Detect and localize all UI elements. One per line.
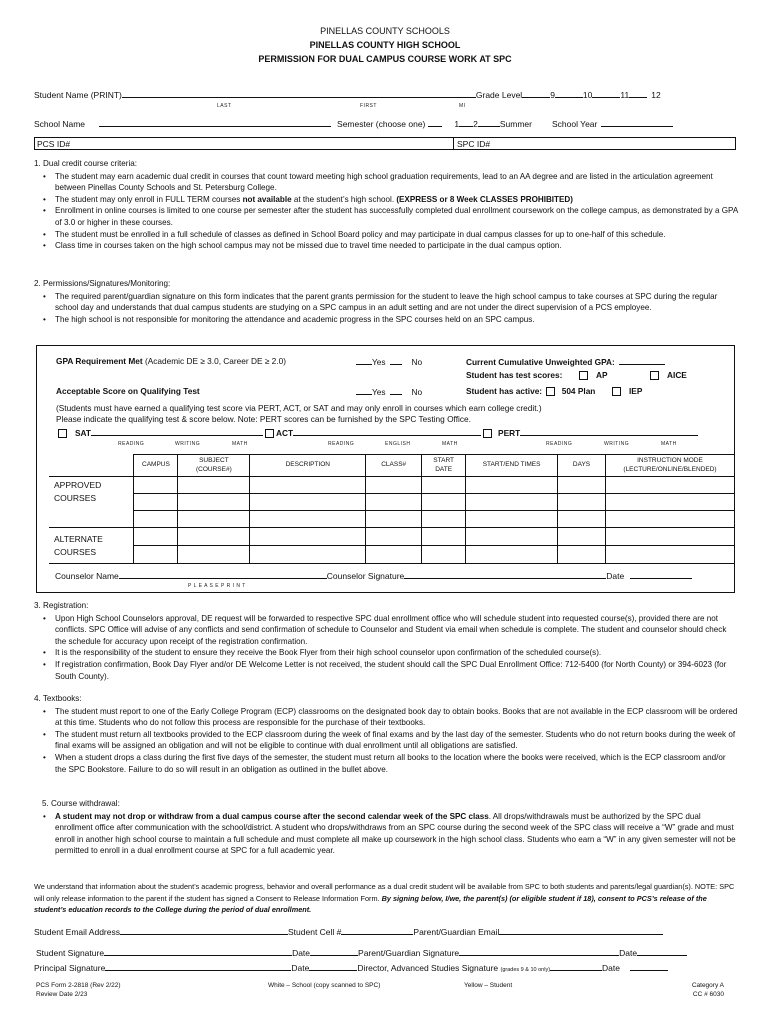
student-email-label: Student Email Address bbox=[34, 927, 120, 937]
list-item bbox=[42, 194, 738, 206]
withdrawal-text: . All drops/withdrawals must be authorized by the SPC dual enrollment office after communication with the school/district. A student who drops/withdraws from an SPC course during the second week of the SPC class will receive a “W” grade and must enroll in another high school course to maintain a full schedule and must complete all make up coursework in the high school class. Students who earn a “W” in any given semester will not be permitted to enroll in a dual enrollment course at SPC for a full academic year. bbox=[55, 811, 736, 856]
section-withdrawal bbox=[34, 798, 738, 857]
yes-label: Yes bbox=[372, 357, 386, 367]
subject-header-text: SUBJECT bbox=[199, 457, 229, 465]
table-cell[interactable] bbox=[606, 528, 735, 546]
course-table bbox=[49, 454, 735, 564]
semester-2-blank[interactable] bbox=[478, 118, 500, 127]
table-cell[interactable] bbox=[422, 511, 466, 528]
table-cell[interactable] bbox=[558, 528, 606, 546]
test-row bbox=[58, 427, 698, 439]
aice-checkbox[interactable] bbox=[650, 371, 659, 380]
id-divider bbox=[453, 138, 454, 149]
table-row bbox=[49, 477, 735, 494]
counselor-date-field[interactable] bbox=[630, 570, 692, 579]
test-note-2: Please indicate the qualifying test & score below. Note: PERT scores can be furnished by the SPC Testing Office. bbox=[56, 414, 471, 424]
table-cell[interactable] bbox=[134, 546, 178, 564]
bullet-bold: (EXPRESS or 8 Week CLASSES PROHIBITED) bbox=[396, 194, 573, 204]
score-yes-blank[interactable] bbox=[356, 386, 372, 395]
alternate-label bbox=[49, 528, 134, 564]
table-cell[interactable] bbox=[606, 494, 735, 511]
act-label: ACT bbox=[275, 428, 294, 438]
student-signature-label: Student Signature bbox=[36, 948, 105, 958]
director-date-label: Date bbox=[602, 963, 620, 973]
section-5-title: 5. Course withdrawal: bbox=[42, 799, 120, 808]
bullet-bold: not available bbox=[242, 194, 292, 204]
504-checkbox[interactable] bbox=[546, 387, 555, 396]
test-note-1: (Students must have earned a qualifying test score via PERT, ACT, or SAT and may only enroll in courses which earn college credit.) bbox=[56, 403, 542, 413]
review-date: Review Date 2/23 bbox=[36, 991, 88, 998]
list-item: • When a student drops a class during the first five days of the semester, the student must return all books to the location where the books were received, which is the ECP classroom and/or the SPC Bookstore. Failure to do so will result in an obligation as outlined in the bullet above. bbox=[42, 752, 738, 775]
alternate-text: ALTERNATE bbox=[54, 533, 103, 544]
consent-bold: By signing below, I/we, the parent(s) (or eligible student if 18), consent to PCS’s release of the student’s education records to the College during the period of dual enrollment. bbox=[34, 893, 707, 914]
test-scores-label: Student has test scores: bbox=[466, 370, 563, 380]
student-date-field[interactable] bbox=[310, 947, 358, 956]
act-reading-caption: READING bbox=[328, 441, 355, 447]
table-cell[interactable] bbox=[422, 477, 466, 494]
list-item: • The student may earn academic dual credit in courses that count toward meeting high school graduation requirements, lead to an AA degree and are listed in the articulation agreement between Pinellas County Schools and St. Petersburg College. bbox=[42, 171, 738, 194]
cum-gpa-field[interactable] bbox=[619, 356, 665, 365]
score-label: Acceptable Score on Qualifying Test bbox=[56, 386, 200, 396]
aice-label: AICE bbox=[667, 370, 687, 380]
list-item bbox=[42, 811, 738, 857]
sat-checkbox[interactable] bbox=[58, 429, 67, 438]
section-1-title: 1. Dual credit course criteria: bbox=[34, 159, 138, 168]
iep-label: IEP bbox=[629, 386, 643, 396]
table-cell[interactable] bbox=[250, 528, 366, 546]
list-item: • The required parent/guardian signature on this form indicates that the parent grants permission for the student to leave the high school campus to take courses at SPC during the regular school day and understands that dual campus students are studying on a SPC campus in an adult setting and are not under the direct supervision of a PCS employee. bbox=[42, 291, 738, 314]
table-cell[interactable] bbox=[422, 528, 466, 546]
test-scores-row bbox=[466, 370, 687, 381]
gpa-requirement-label: GPA Requirement Met bbox=[56, 356, 143, 366]
yellow-copy: Yellow – Student bbox=[464, 982, 513, 989]
bullet-text: at the student’s high school. bbox=[291, 194, 397, 204]
form-header bbox=[0, 24, 770, 66]
days-header: DAYS bbox=[558, 455, 606, 477]
list-item: • It is the responsibility of the student to ensure they receive the Book Flyer from their high school counselor upon confirmation of the scheduled course(s). bbox=[42, 647, 738, 659]
gpa-yes-blank[interactable] bbox=[356, 356, 372, 365]
class-header: CLASS# bbox=[366, 455, 422, 477]
student-cell-label: Student Cell # bbox=[288, 927, 342, 937]
pcs-id-label: PCS ID# bbox=[37, 139, 71, 149]
list-item: • The student must be enrolled in a full schedule of classes as defined in School Board policy and may participate in dual campus classes for up to one-half of this schedule. bbox=[42, 229, 738, 241]
table-cell[interactable] bbox=[606, 511, 735, 528]
table-cell[interactable] bbox=[366, 546, 422, 564]
start-header-text: START bbox=[433, 457, 455, 465]
grade-9-blank[interactable] bbox=[522, 89, 550, 98]
description-header: DESCRIPTION bbox=[250, 455, 366, 477]
form-id: PCS Form 2-2818 (Rev 2/22) bbox=[36, 982, 121, 989]
student-name-field[interactable] bbox=[122, 89, 476, 98]
cc-number: CC # 6030 bbox=[692, 991, 724, 998]
yes-label: Yes bbox=[372, 387, 386, 397]
no-label: No bbox=[411, 357, 423, 367]
table-cell[interactable] bbox=[466, 546, 558, 564]
approved-text: APPROVED bbox=[54, 480, 102, 490]
parent-email-label: Parent/Guardian Email bbox=[413, 927, 500, 937]
sat-math-caption: MATH bbox=[232, 441, 248, 447]
sat-reading-caption: READING bbox=[118, 441, 145, 447]
pert-reading-caption: READING bbox=[546, 441, 573, 447]
form-number bbox=[36, 981, 121, 999]
spc-id-label: SPC ID# bbox=[457, 139, 491, 149]
category: Category A bbox=[691, 982, 724, 989]
counselor-name-field[interactable] bbox=[119, 570, 327, 579]
table-cell[interactable] bbox=[558, 511, 606, 528]
student-cell-field[interactable] bbox=[341, 926, 413, 935]
director-date-field[interactable] bbox=[630, 962, 668, 971]
student-name-label: Student Name (PRINT) bbox=[34, 90, 122, 100]
table-cell[interactable] bbox=[178, 528, 250, 546]
counselor-signature-field[interactable] bbox=[404, 570, 606, 579]
cum-gpa-label: Current Cumulative Unweighted GPA: bbox=[466, 357, 615, 367]
score-yes-no bbox=[356, 386, 422, 398]
ap-label: AP bbox=[596, 370, 608, 380]
table-cell[interactable] bbox=[178, 477, 250, 494]
please-print-caption: P L E A S E P R I N T bbox=[188, 583, 246, 589]
parent-date-field[interactable] bbox=[637, 947, 687, 956]
act-field[interactable] bbox=[293, 427, 481, 436]
school-row bbox=[34, 118, 673, 130]
act-checkbox[interactable] bbox=[265, 429, 274, 438]
table-cell[interactable] bbox=[178, 494, 250, 511]
category-block bbox=[660, 981, 724, 999]
table-cell[interactable] bbox=[250, 546, 366, 564]
table-cell[interactable] bbox=[422, 494, 466, 511]
table-cell[interactable] bbox=[466, 477, 558, 494]
first-caption: FIRST bbox=[360, 103, 377, 109]
approved-courses-text: COURSES bbox=[54, 493, 97, 503]
table-cell[interactable] bbox=[366, 511, 422, 528]
date-header-text: DATE bbox=[435, 465, 453, 473]
director-note: (grades 9 & 10 only) bbox=[500, 967, 551, 973]
subject-header bbox=[178, 455, 250, 477]
table-cell[interactable] bbox=[134, 494, 178, 511]
section-2-title: 2. Permissions/Signatures/Monitoring: bbox=[34, 279, 171, 288]
table-cell[interactable] bbox=[422, 546, 466, 564]
table-row bbox=[49, 546, 735, 564]
table-cell[interactable] bbox=[250, 494, 366, 511]
table-header-row bbox=[49, 455, 735, 477]
principal-signature-field[interactable] bbox=[105, 962, 291, 971]
table-cell[interactable] bbox=[466, 528, 558, 546]
list-item: • The high school is not responsible for monitoring the attendance and academic progress in the SPC courses held on an SPC campus. bbox=[42, 314, 738, 326]
table-cell[interactable] bbox=[134, 477, 178, 494]
principal-date-label: Date bbox=[291, 963, 310, 973]
table-row bbox=[49, 494, 735, 511]
campus-header: CAMPUS bbox=[134, 455, 178, 477]
score-no-blank[interactable] bbox=[390, 386, 402, 395]
director-signature-label: Director, Advanced Studies Signature bbox=[357, 963, 501, 973]
mode-header-text: INSTRUCTION MODE bbox=[637, 457, 703, 465]
consent-paragraph bbox=[34, 881, 738, 916]
list-item: • Class time in courses taken on the high school campus may not be missed due to travel time needed to participate in the dual campus option. bbox=[42, 240, 738, 252]
student-sig-row bbox=[36, 947, 687, 959]
times-header: START/END TIMES bbox=[466, 455, 558, 477]
principal-signature-label: Principal Signature bbox=[34, 963, 106, 973]
pcs-id-field[interactable] bbox=[95, 138, 455, 149]
counselor-row bbox=[55, 570, 692, 582]
pert-label: PERT bbox=[498, 428, 521, 438]
pert-writing-caption: WRITING bbox=[604, 441, 630, 447]
student-date-label: Date bbox=[292, 948, 311, 958]
table-cell[interactable] bbox=[250, 477, 366, 494]
principal-date-field[interactable] bbox=[309, 962, 357, 971]
director-signature-field[interactable] bbox=[550, 962, 602, 971]
school-name-label: School Name bbox=[34, 119, 86, 129]
withdrawal-bold: A student may not drop or withdraw from a dual campus course after the second calendar week of the SPC class bbox=[55, 811, 489, 821]
grade-9: 9 bbox=[550, 90, 555, 100]
section-textbooks bbox=[34, 693, 738, 775]
table-cell[interactable] bbox=[366, 494, 422, 511]
list-item: • If registration confirmation, Book Day Flyer and/or DE Welcome Letter is not received, the student should call the SPC Dual Enrollment Office: 712-5400 (for North County) or 394-6023 (for South County). bbox=[42, 659, 738, 682]
student-signature-field[interactable] bbox=[104, 947, 292, 956]
counselor-date-label: Date bbox=[606, 571, 625, 581]
section-3-title: 3. Registration: bbox=[34, 601, 89, 610]
table-cell[interactable] bbox=[466, 494, 558, 511]
section-permissions bbox=[34, 278, 738, 325]
school-year-field[interactable] bbox=[601, 118, 673, 127]
grade-10-blank[interactable] bbox=[555, 89, 583, 98]
table-cell[interactable] bbox=[178, 511, 250, 528]
gpa-requirement-note: (Academic DE ≥ 3.0, Career DE ≥ 2.0) bbox=[142, 356, 286, 366]
grade-level-label: Grade Level bbox=[475, 90, 523, 100]
grade-12-blank[interactable] bbox=[629, 89, 647, 98]
test-note bbox=[56, 403, 542, 425]
table-cell[interactable] bbox=[366, 528, 422, 546]
act-math-caption: MATH bbox=[442, 441, 458, 447]
bullet-text: The student may only enroll in FULL TERM courses bbox=[55, 194, 243, 204]
counselor-signature-label: Counselor Signature bbox=[326, 571, 405, 581]
principal-sig-row bbox=[34, 962, 668, 974]
mi-caption: MI bbox=[459, 103, 466, 109]
table-cell[interactable] bbox=[134, 511, 178, 528]
section-registration bbox=[34, 600, 738, 682]
pert-field[interactable] bbox=[520, 427, 698, 436]
school-name-title: PINELLAS COUNTY HIGH SCHOOL bbox=[309, 40, 461, 50]
start-date-header bbox=[422, 455, 466, 477]
grade-10: 10 bbox=[582, 90, 593, 100]
table-row bbox=[49, 528, 735, 546]
iep-checkbox[interactable] bbox=[612, 387, 621, 396]
semester-2: 2 bbox=[473, 119, 478, 129]
parent-signature-field[interactable] bbox=[459, 947, 619, 956]
list-item: • Enrollment in online courses is limited to one course per semester after the student has successfully completed dual enrollment coursework on the college campus, as demonstrated by a GPA of 3.0 or higher in these courses. bbox=[42, 205, 738, 228]
gpa-row bbox=[56, 356, 286, 367]
pert-math-caption: MATH bbox=[661, 441, 677, 447]
mode-header bbox=[606, 455, 735, 477]
school-year-label: School Year bbox=[551, 119, 598, 129]
parent-date-label: Date bbox=[619, 948, 638, 958]
mode-header-sub: (LECTURE/ONLINE/BLENDED) bbox=[623, 465, 717, 473]
white-copy: White – School (copy scanned to SPC) bbox=[268, 982, 381, 989]
section-4-title: 4. Textbooks: bbox=[34, 694, 82, 703]
list-item: • The student must return all textbooks provided to the ECP classroom during the week of final exams and by the last day of the semester. Students who do not return books during the week of final exams will be assigned an obligation and will not be eligible to continue with dual enrollment until all obligations are satisfied. bbox=[42, 729, 738, 752]
last-caption: LAST bbox=[217, 103, 232, 109]
table-row bbox=[49, 511, 735, 528]
semester-1: 1 bbox=[454, 119, 460, 129]
parent-email-field[interactable] bbox=[499, 926, 663, 935]
gpa-yes-no bbox=[356, 356, 422, 368]
no-label: No bbox=[411, 387, 423, 397]
approved-label bbox=[49, 477, 134, 528]
student-name-row bbox=[34, 89, 661, 101]
table-cell[interactable] bbox=[606, 546, 735, 564]
email-row bbox=[34, 926, 663, 938]
list-item: • Upon High School Counselors approval, DE request will be forwarded to respective SPC dual enrollment office who will schedule student into requested course(s), provided there are not conflicts. SPC Office will advise of any conflicts and send confirmation of schedule to Counselor and Student via email when schedule is complete. The student and counselor should check the schedule for accuracy upon receipt of the registration confirmation. bbox=[42, 613, 738, 648]
table-cell[interactable] bbox=[558, 546, 606, 564]
counselor-name-label: Counselor Name bbox=[55, 571, 119, 581]
school-name-field[interactable] bbox=[99, 118, 331, 127]
consent-text: We understand that information about the student’s academic progress, behavior and overall performance as a dual credit student will be available from SPC to both students and parents/legal guardian(s). NOTE: SPC will only release information to the parent if the student has signed a Consent to Release Information Form. bbox=[34, 882, 735, 903]
form-title: PERMISSION FOR DUAL CAMPUS COURSE WORK AT SPC bbox=[258, 54, 512, 64]
sat-label: SAT bbox=[75, 428, 91, 438]
semester-blank[interactable] bbox=[428, 118, 442, 127]
ap-checkbox[interactable] bbox=[579, 371, 588, 380]
course-header-text: (COURSE#) bbox=[195, 465, 232, 473]
504-label: 504 Plan bbox=[561, 386, 596, 396]
semester-1-blank[interactable] bbox=[459, 118, 473, 127]
grade-11: 11 bbox=[620, 90, 630, 100]
table-cell[interactable] bbox=[558, 477, 606, 494]
active-label: Student has active: bbox=[466, 386, 543, 396]
id-row bbox=[34, 137, 736, 150]
section-criteria bbox=[34, 158, 738, 252]
table-cell[interactable] bbox=[558, 494, 606, 511]
student-email-field[interactable] bbox=[120, 926, 288, 935]
parent-signature-label: Parent/Guardian Signature bbox=[358, 948, 460, 958]
table-cell[interactable] bbox=[134, 528, 178, 546]
sat-field[interactable] bbox=[91, 427, 263, 436]
table-cell[interactable] bbox=[366, 477, 422, 494]
grade-12: 12 bbox=[651, 90, 661, 100]
summer-option: Summer bbox=[499, 119, 532, 129]
gpa-no-blank[interactable] bbox=[390, 356, 402, 365]
alternate-courses-text: COURSES bbox=[54, 546, 97, 557]
sat-writing-caption: WRITING bbox=[175, 441, 201, 447]
district-name: PINELLAS COUNTY SCHOOLS bbox=[320, 26, 450, 36]
grade-11-blank[interactable] bbox=[592, 89, 620, 98]
table-cell[interactable] bbox=[606, 477, 735, 494]
act-english-caption: ENGLISH bbox=[385, 441, 411, 447]
header-blank bbox=[49, 455, 134, 477]
semester-label: Semester (choose one) bbox=[337, 119, 426, 129]
active-row bbox=[466, 386, 642, 397]
list-item: • The student must report to one of the Early College Program (ECP) classrooms on the designated book day to obtain books. Books that are not available in the ECP classroom will be ordered at this time. Students who do not follow this process are responsible for the purchase of their textbooks. bbox=[42, 706, 738, 729]
table-cell[interactable] bbox=[178, 546, 250, 564]
table-cell[interactable] bbox=[250, 511, 366, 528]
cum-gpa-row bbox=[466, 356, 665, 368]
pert-checkbox[interactable] bbox=[483, 429, 492, 438]
table-cell[interactable] bbox=[466, 511, 558, 528]
